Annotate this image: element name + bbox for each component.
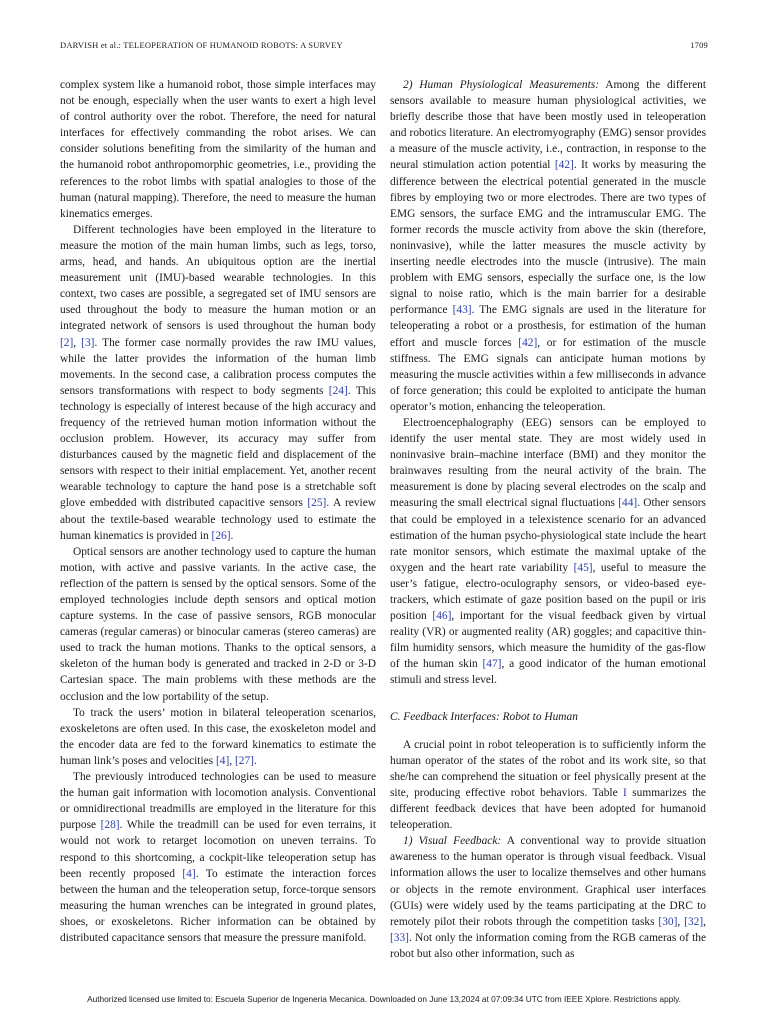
- paragraph-text: ,: [703, 915, 706, 928]
- paragraph-text: , or for estimation of the muscle stiffness. The EMG signals can anticipate human motions by measuring the muscle activities within a few milliseconds in advance of force generation; this could be exploited to anticipate the human operator’s motion, enhancing the teleoperation.: [390, 336, 706, 413]
- citation-link[interactable]: [42]: [554, 159, 574, 172]
- paragraph-text: , useful to measure the user’s fatigue, electro-oculography sensors, or video-based eye-trackers, which estimate of gaze position based on the pupil or iris position: [390, 561, 706, 623]
- paragraph-text: Optical sensors are another technology used to capture the human motion, with active and passive variants. In the active case, the reflection of the pattern is sensed by the optical sensors. Some of the employed technologies include depth sensors and optical motion capture systems. In the case of passive sensors, RGB monocular cameras (regular cameras) or binocular cameras (stereo cameras) are used to track the human motions. Thanks to the optical sensors, a skeleton of the human body is generated and tracked in 2-D or 3-D Cartesian space. The main problems with these methods are the occlusion and the low portability of the setup.: [60, 545, 376, 703]
- paragraph-text: . While the treadmill can be used for even terrains, it would not work to retarget locomotion on uneven terrains. To respond to this shortcoming, a cockpit-like teleoperation setup has been recently proposed: [60, 819, 376, 880]
- running-header: [60, 40, 708, 54]
- citation-link[interactable]: [42]: [518, 336, 538, 349]
- citation-link[interactable]: [30]: [658, 915, 678, 928]
- right-column: [390, 77, 706, 962]
- left-column: [60, 77, 376, 946]
- paragraph: [60, 544, 376, 705]
- paragraph-text: . The former case normally provides the raw IMU values, while the latter provides the information of the human limb movements. In the second case, a calibration process computes the sensors transformations with respect to body segments: [60, 336, 376, 397]
- paragraph: [390, 737, 706, 834]
- paragraph-text: Among the different sensors available to measure human physiological activities, we briefly describe those that have been mostly used in teleoperation and robotics literature. An electromyography (EMG) sensor provides a measure of the muscle activity, i.e., contraction, in response to the neural stimulation action potential: [390, 79, 706, 172]
- citation-link[interactable]: [26]: [211, 529, 231, 542]
- citation-link[interactable]: [46]: [432, 610, 452, 623]
- table-reference-link[interactable]: I: [623, 786, 627, 799]
- paragraph-text: complex system like a humanoid robot, those simple interfaces may not be enough, especially when the user wants to exert a high level of control authority over the robot. Therefore, the need for natural interfaces for effectively commanding the robot arises. We can consider solutions benefiting from the similarity of the human and the humanoid robot anthropomorphic geometries, i.e., providing the references to the robot limbs with spatial analogies to those of the human (natural mapping). Therefore, the need to measure the human kinematics emerges.: [60, 79, 376, 220]
- paragraph: [390, 415, 706, 689]
- citation-link[interactable]: [45]: [573, 561, 593, 574]
- citation-link[interactable]: [33]: [390, 931, 409, 944]
- paragraph-text: , a good indicator of the human emotional stimuli and stress level.: [390, 658, 706, 687]
- paragraph-text: A conventional way to provide situation awareness to the human operator is through visual feedback. Visual information allows the user to localize themselves and other humans or objects in the remote environment. Graphical user interfaces (GUIs) were widely used by the teams participating at the DRC to remotely pilot their robots through the competition tasks: [390, 835, 706, 928]
- paragraph: [60, 769, 376, 946]
- paragraph-text: . This technology is especially of interest because of the high accuracy and frequency of the retrieved human motion information without the occlusion problem. However, its accuracy may suffer from disturbances caused by the magnetic field and displacement of the sensors with respect to their initial emplacement. Yet, another recent wearable technology to capture the hand pose is a stretchable soft glove embedded with distributed capacitive sensors: [60, 384, 376, 510]
- citation-link[interactable]: [43]: [452, 304, 472, 317]
- citation-link[interactable]: [27]: [234, 754, 254, 767]
- paragraph-text: . A review about the textile-based wearable technology used to estimate the human kinematics is provided in: [60, 497, 376, 542]
- subsection-title: 1) Visual Feedback:: [403, 835, 502, 848]
- citation-link[interactable]: [24]: [328, 384, 348, 397]
- paragraph-text: . It works by measuring the difference between the electrical potential generated in the muscle fibres by employing two or more electrodes. There are two types of EMG sensors, the surface EMG and the intramuscular EMG. The former records the muscle activity from above the skin (therefore, noninvasive), while the latter measures the muscle activity by inserting needle electrodes into the muscle (intrusive). The main problem with EMG sensors, especially the surface one, is the low signal to noise ratio, which is the main barrier for a desirable performance: [390, 159, 706, 317]
- paragraph: [60, 77, 376, 222]
- paragraph-text: , important for the visual feedback given by virtual reality (VR) or augmented reality (AR) goggles; and capacitive thin-film humidity sensors, which measure the humidity of the gas-flow of the human skin: [390, 610, 706, 671]
- paragraph-text: ,: [229, 754, 235, 767]
- citation-link[interactable]: [25]: [307, 497, 327, 510]
- license-footer: Authorized licensed use limited to: Escuela Superior de Ingeneria Mecanica. Downloaded on June 13,2024 at 07:09:34 UTC from IEEE Xplore. Restrictions apply.: [87, 994, 681, 1004]
- paragraph-text: ,: [73, 336, 82, 349]
- paragraph: [390, 833, 706, 962]
- citation-link[interactable]: [44]: [618, 497, 638, 510]
- section-heading: C. Feedback Interfaces: Robot to Human: [390, 710, 578, 723]
- citation-link[interactable]: [4]: [215, 754, 230, 767]
- subsection-title: 2) Human Physiological Measurements:: [403, 79, 599, 91]
- paragraph-text: To track the users’ motion in bilateral teleoperation scenarios, exoskeletons are often used. In this case, the exoskeleton model and the encoder data are fed to the forward kinematics to estimate the human link’s poses and velocities: [60, 706, 376, 767]
- citation-link[interactable]: [2]: [60, 336, 74, 349]
- citation-link[interactable]: [32]: [684, 915, 704, 928]
- paragraph-text: . The EMG signals are used in the literature for teleoperating a robot or a prosthesis, for estimation of the human effort and muscle forces: [390, 304, 706, 349]
- paragraph-text: .: [230, 529, 234, 542]
- page-number: 1709: [690, 40, 708, 50]
- citation-link[interactable]: [47]: [482, 658, 502, 671]
- paragraph-text: summarizes the different feedback devices that have been adopted for humanoid teleoperation.: [390, 786, 706, 832]
- paragraph: [390, 77, 706, 415]
- paragraph-text: Different technologies have been employed in the literature to measure the motion of the main human limbs, such as legs, torso, arms, head, and hands. An ubiquitous option are the inertial measurement unit (IMU)-based wearable technologies. In this context, two cases are possible, a segregated set of IMU sensors are used throughout the body to measure the human motion or an integrated network of sensors is used throughout the human body: [60, 223, 376, 333]
- running-title: DARVISH et al.: TELEOPERATION OF HUMANOID ROBOTS: A SURVEY: [60, 40, 343, 50]
- paragraph-text: . To estimate the interaction forces between the human and the teleoperation setup, force-torque sensors measuring the human wrenches can be integrated in ground plates, shoes, or exoskeletons. Richer information can be obtained by distributed capacitance sensors that measure the pressure manifold.: [60, 867, 376, 944]
- paragraph-text: ,: [677, 915, 685, 928]
- citation-link[interactable]: [28]: [100, 819, 120, 832]
- paragraph: [60, 705, 376, 769]
- paragraph-text: A crucial point in robot teleoperation is to sufficiently inform the human operator of the states of the robot and its work site, so that she/he can comprehend the situation or feel physically present at the site, producing effective robot behaviors. Table: [390, 738, 706, 799]
- paragraph-text: .: [253, 754, 257, 767]
- citation-link[interactable]: [4]: [182, 867, 196, 880]
- paragraph-text: Electroencephalography (EEG) sensors can be employed to identify the user mental state. They are most widely used in noninvasive brain–machine interface (BMI) and they monitor the brainwaves resulting from the neural activity of the brain. The measurement is done by placing several electrodes on the scalp and measuring the small electrical signal fluctuations: [390, 416, 706, 510]
- paragraph: [60, 222, 376, 544]
- citation-link[interactable]: [3]: [81, 336, 95, 349]
- paragraph-text: . Other sensors that could be employed in a telexistence scenario for an advanced estimation of the human psycho-physiological state include the heart rate monitor sensors, which estimate the maximal uptake of the oxygen and the heart rate variability: [390, 497, 706, 574]
- paragraph-text: . Not only the information coming from the RGB cameras of the robot but also other information, such as: [390, 931, 706, 960]
- paragraph-text: The previously introduced technologies can be used to measure the human gait information with locomotion analysis. Conventional or omnidirectional treadmills are employed in the literature for this purpose: [60, 771, 376, 832]
